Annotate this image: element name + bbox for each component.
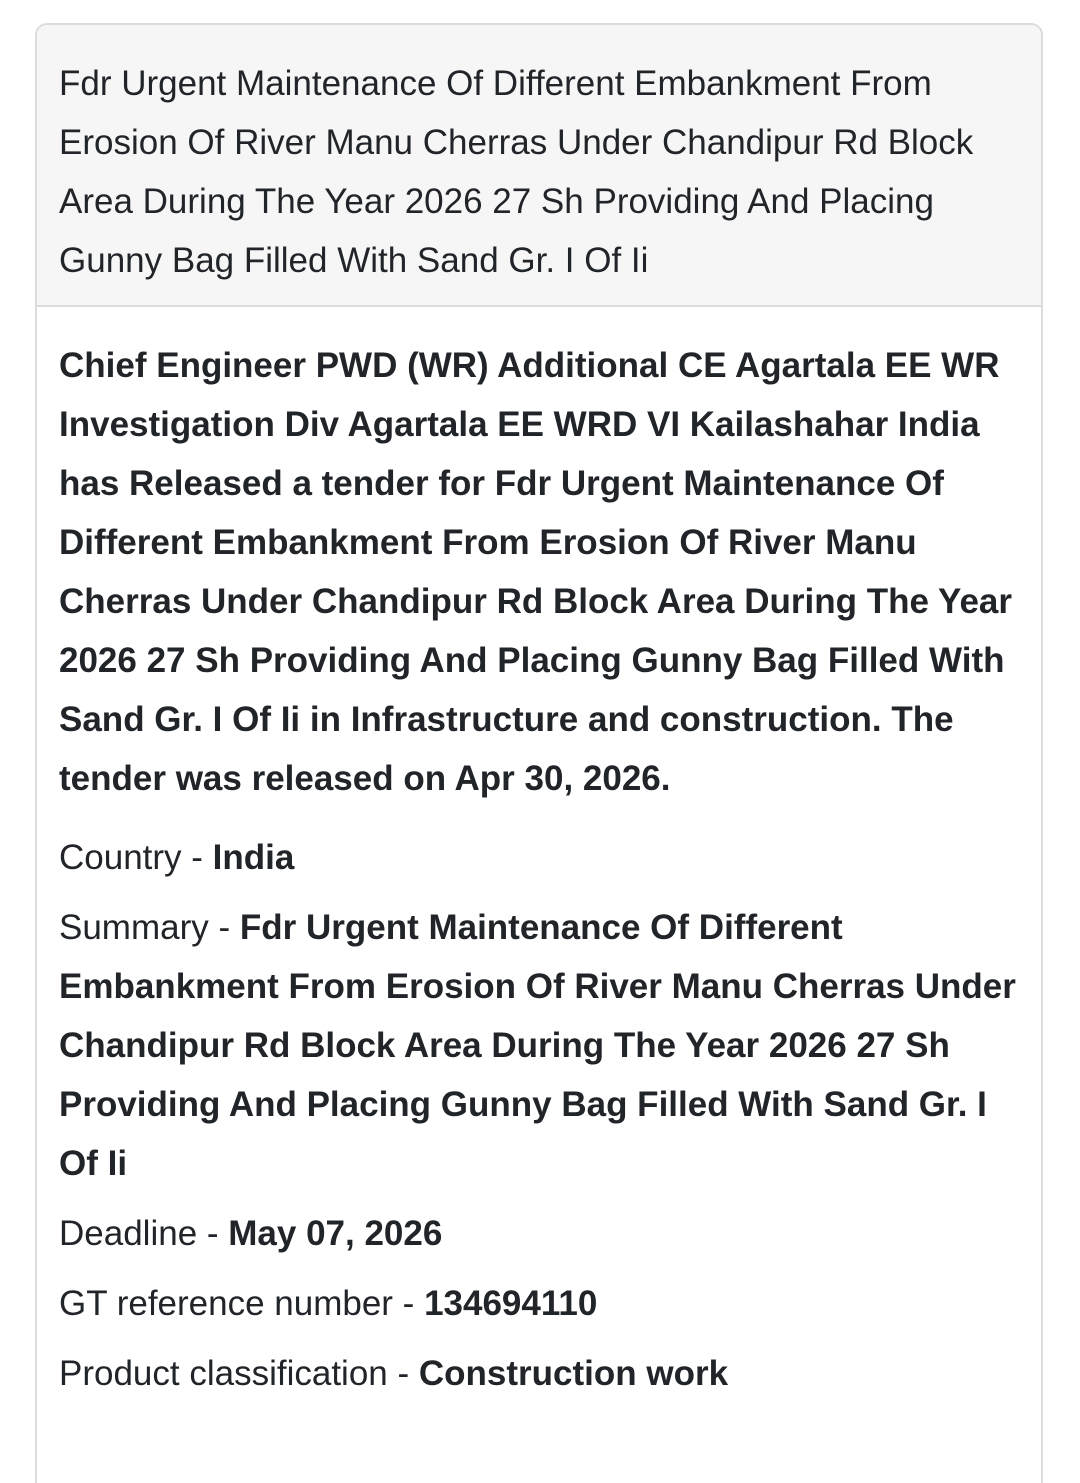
product-classification-label: Product classification -: [59, 1354, 419, 1393]
deadline-label: Deadline -: [59, 1214, 229, 1253]
description-tender-title: Fdr Urgent Maintenance Of Different Embankment From Erosion Of River Manu Cherras Under Chandipur Rd Block Area During The Year 2026 27 Sh Providing And Placing Gunny Bag Filled With Sand Gr. I Of Ii: [59, 464, 1012, 739]
summary-value: Fdr Urgent Maintenance Of Different Embankment From Erosion Of River Manu Cherras Under Chandipur Rd Block Area During The Year 2026 27 Sh Providing And Placing Gunny Bag Filled With Sand Gr. I Of Ii: [59, 908, 1016, 1183]
tender-card: [35, 23, 1043, 1483]
card-header: [37, 25, 1041, 307]
description-tail: in Infrastructure and construction. The tender was released on Apr 30, 2026.: [59, 700, 954, 798]
summary-field: [59, 898, 1019, 1193]
gt-reference-field: [59, 1274, 1019, 1333]
gt-reference-value: 134694110: [424, 1284, 598, 1323]
tender-title: Fdr Urgent Maintenance Of Different Embankment From Erosion Of River Manu Cherras Under Chandipur Rd Block Area During The Year 2026 27 Sh Providing And Placing Gunny Bag Filled With Sand Gr. I Of Ii: [59, 64, 974, 280]
product-classification-value: Construction work: [418, 1354, 729, 1393]
country-field: [59, 828, 1019, 887]
summary-label: Summary -: [59, 908, 240, 947]
gt-reference-label: GT reference number -: [59, 1284, 425, 1323]
deadline-field: [59, 1204, 1019, 1263]
product-classification-field: [59, 1344, 1019, 1403]
tender-description: [59, 336, 1019, 808]
card-body: [37, 307, 1041, 1403]
country-label: Country -: [59, 838, 213, 877]
country-value: India: [212, 838, 295, 877]
deadline-value: May 07, 2026: [228, 1214, 443, 1253]
issuer-text: Chief Engineer PWD (WR) Additional CE Agartala EE WR Investigation Div Agartala EE WRD VI Kailashahar India has Released a tender for: [59, 346, 1000, 503]
